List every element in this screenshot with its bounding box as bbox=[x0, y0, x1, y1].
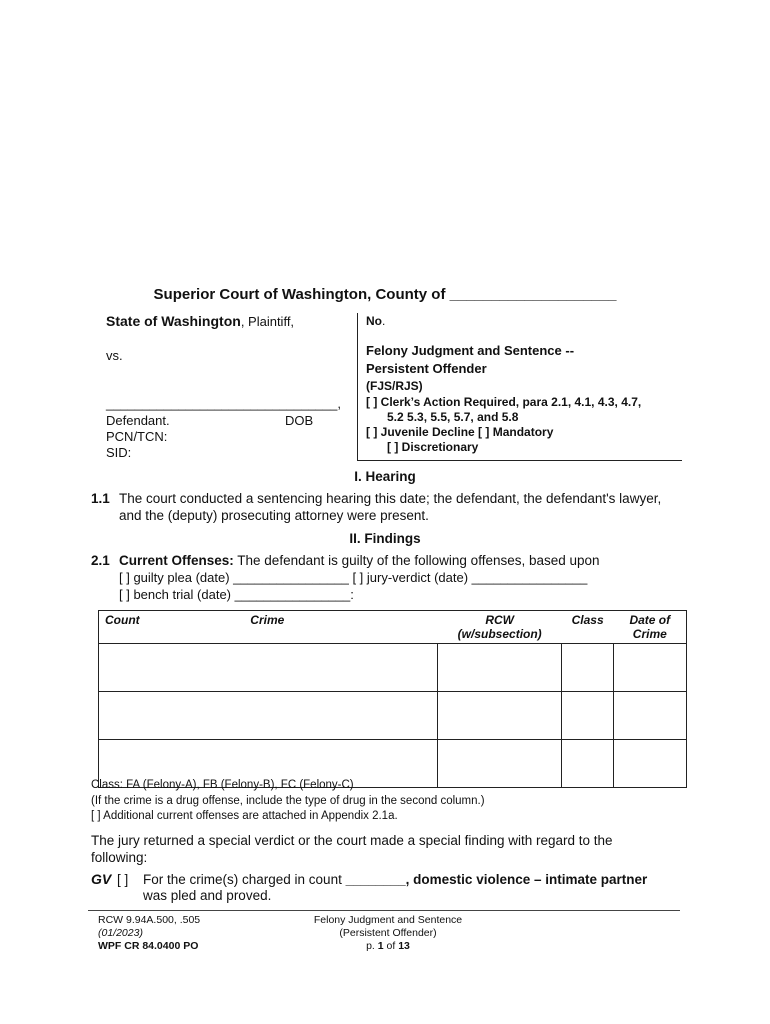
court-title: Superior Court of Washington, County of ____________________ bbox=[153, 286, 617, 303]
header-crime: Crime bbox=[198, 611, 437, 644]
table-header-row bbox=[99, 611, 687, 644]
hearing-heading: I. Hearing bbox=[354, 469, 416, 484]
current-offenses-line bbox=[119, 553, 600, 568]
footer-title1: Felony Judgment and Sentence bbox=[313, 914, 463, 926]
gv-label: GV bbox=[91, 871, 112, 887]
header-class: Class bbox=[562, 611, 614, 644]
gv-text: For the crime(s) charged in count bbox=[143, 872, 346, 887]
rcw-cell[interactable] bbox=[438, 644, 562, 692]
current-offenses-table bbox=[98, 610, 687, 788]
plaintiff-name: State of Washington bbox=[106, 313, 241, 329]
plea-verdict-line[interactable]: [ ] guilty plea (date) ________________ [ ] jury-verdict (date) ________________ bbox=[119, 570, 588, 585]
class-cell[interactable] bbox=[562, 740, 614, 788]
current-offenses-label: Current Offenses: bbox=[119, 553, 234, 568]
plaintiff-role: , Plaintiff, bbox=[240, 314, 295, 329]
rcw-cell[interactable] bbox=[438, 692, 562, 740]
vs-text: vs. bbox=[106, 348, 123, 363]
current-offenses-text: The defendant is guilty of the following offenses, based upon bbox=[233, 553, 600, 568]
drug-offense-note: (If the crime is a drug offense, include the type of drug in the second column.) bbox=[91, 795, 485, 807]
class-cell[interactable] bbox=[562, 644, 614, 692]
footer-divider bbox=[88, 910, 680, 911]
header-date-of-crime: Date of Crime bbox=[614, 611, 687, 644]
header-count: Count bbox=[99, 611, 199, 644]
special-verdict-line2: following: bbox=[91, 850, 148, 865]
hearing-text-line1: The court conducted a sentencing hearing this date; the defendant, the defendant's lawyer, bbox=[119, 491, 662, 506]
gv-domestic-violence: , domestic violence – intimate partner bbox=[405, 872, 648, 887]
gv-text-line2: was pled and proved. bbox=[143, 888, 272, 903]
footer-title2: (Persistent Offender) bbox=[339, 927, 437, 939]
gv-checkbox[interactable]: [ ] bbox=[117, 872, 129, 887]
caption-divider-vertical bbox=[357, 313, 358, 460]
appendix-checkbox[interactable]: [ ] Additional current offenses are attached in Appendix 2.1a. bbox=[91, 810, 398, 822]
gv-count-blank[interactable]: ________ bbox=[345, 872, 406, 887]
plaintiff-line bbox=[106, 313, 294, 329]
sid-label: SID: bbox=[106, 445, 132, 460]
defendant-name-line: ________________________________, bbox=[106, 396, 341, 411]
footer-date: (01/2023) bbox=[98, 927, 143, 939]
findings-heading: II. Findings bbox=[349, 531, 421, 546]
rcw-cell[interactable] bbox=[438, 740, 562, 788]
date-cell[interactable] bbox=[614, 692, 687, 740]
table-row bbox=[99, 692, 687, 740]
bench-trial-line[interactable]: [ ] bench trial (date) ________________: bbox=[119, 587, 354, 602]
defendant-label: Defendant. bbox=[106, 413, 170, 428]
clerk-action-paragraphs: 5.2 5.3, 5.5, 5.7, and 5.8 bbox=[387, 410, 519, 424]
clerk-action-checkbox[interactable]: [ ] Clerk’s Action Required, para 2.1, 4.1, 4.3, 4.7, bbox=[366, 395, 642, 409]
discretionary-checkbox[interactable]: [ ] Discretionary bbox=[387, 440, 479, 454]
gv-text-line bbox=[143, 872, 647, 887]
class-cell[interactable] bbox=[562, 692, 614, 740]
special-verdict-line1: The jury returned a special verdict or the court made a special finding with regard to the bbox=[91, 833, 613, 848]
date-cell[interactable] bbox=[614, 740, 687, 788]
header-rcw: RCW (w/subsection) bbox=[438, 611, 562, 644]
footer-rcw: RCW 9.94A.500, .505 bbox=[98, 914, 201, 926]
pcn-label: PCN/TCN: bbox=[106, 429, 168, 444]
count-crime-cell[interactable] bbox=[99, 692, 438, 740]
hearing-para-number: 1.1 bbox=[91, 491, 110, 506]
hearing-text-line2: and the (deputy) prosecuting attorney were present. bbox=[119, 508, 429, 523]
class-key-note: Class: FA (Felony-A), FB (Felony-B), FC (Felony-C) bbox=[91, 779, 354, 791]
findings-para-number: 2.1 bbox=[91, 553, 110, 568]
date-cell[interactable] bbox=[614, 644, 687, 692]
footer-page-number: p. 1 of 13 bbox=[366, 940, 410, 952]
caption-divider-horizontal bbox=[357, 460, 682, 461]
dob-label: DOB bbox=[285, 413, 314, 428]
case-number-label: No. bbox=[366, 314, 386, 328]
form-code: (FJS/RJS) bbox=[366, 379, 423, 393]
document-title-line2: Persistent Offender bbox=[366, 361, 487, 376]
document-title-line1: Felony Judgment and Sentence -- bbox=[366, 343, 575, 358]
juvenile-decline-checkbox[interactable]: [ ] Juvenile Decline [ ] Mandatory bbox=[366, 425, 554, 439]
table-row bbox=[99, 644, 687, 692]
footer-form-number: WPF CR 84.0400 PO bbox=[98, 940, 199, 952]
count-crime-cell[interactable] bbox=[99, 644, 438, 692]
